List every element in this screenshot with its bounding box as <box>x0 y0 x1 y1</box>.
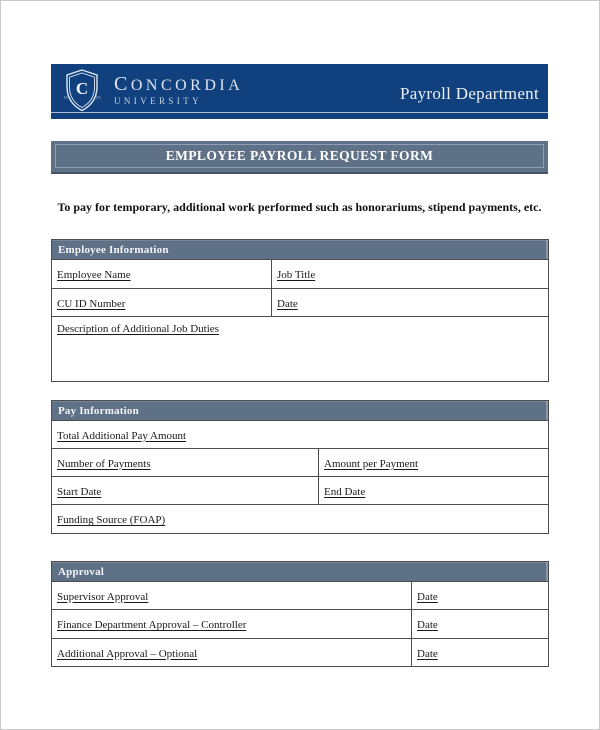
finance-approval-date-cell[interactable] <box>412 610 549 639</box>
finance-approval-date-label: Date <box>417 619 438 631</box>
supervisor-approval-label: Supervisor Approval <box>57 590 149 603</box>
supervisor-approval-date-cell[interactable] <box>412 582 549 610</box>
pay-information-section-header: Pay Information <box>52 401 549 421</box>
finance-approval-cell[interactable] <box>52 610 412 639</box>
number-of-payments-cell[interactable] <box>52 449 319 477</box>
start-date-label: Start Date <box>57 485 102 498</box>
institution-subname: UNIVERSITY <box>114 96 202 106</box>
university-shield-icon <box>63 68 101 114</box>
university-header <box>51 64 548 119</box>
employee-name-label: Employee Name <box>57 269 131 281</box>
job-duties-description-label: Description of Additional Job Duties <box>57 323 219 335</box>
supervisor-approval-cell[interactable] <box>52 582 412 610</box>
end-date-label: End Date <box>324 485 366 498</box>
additional-approval-cell[interactable] <box>52 639 412 667</box>
shield-year-left: 19 <box>63 95 68 100</box>
approval-table <box>51 561 549 667</box>
institution-name: CONCORDIA <box>114 73 244 95</box>
job-title-label: Job Title <box>277 269 316 281</box>
number-of-payments-label: Number of Payments <box>57 457 151 470</box>
funding-source-cell[interactable] <box>52 505 549 534</box>
job-duties-description-cell[interactable] <box>52 317 549 382</box>
university-logo <box>63 68 243 114</box>
job-title-cell[interactable] <box>272 260 549 289</box>
additional-approval-label: Additional Approval – Optional <box>57 647 198 660</box>
additional-approval-date-cell[interactable] <box>412 639 549 667</box>
supervisor-approval-date-label: Date <box>417 590 438 603</box>
start-date-cell[interactable] <box>52 477 319 505</box>
end-date-cell[interactable] <box>319 477 549 505</box>
form-instruction: To pay for temporary, additional work performed such as honorariums, stipend payments, etc. <box>57 200 542 214</box>
cu-id-number-cell[interactable] <box>52 289 272 317</box>
shield-year-right: 05 <box>96 95 101 100</box>
employee-date-cell[interactable] <box>272 289 549 317</box>
pay-information-table <box>51 400 549 534</box>
form-title-bar <box>51 141 548 174</box>
amount-per-payment-cell[interactable] <box>319 449 549 477</box>
form-title-inner-frame <box>55 144 544 168</box>
department-name: Payroll Department <box>399 84 539 103</box>
form-title: EMPLOYEE PAYROLL REQUEST FORM <box>165 148 434 163</box>
university-wordmark <box>114 73 244 106</box>
additional-approval-date-label: Date <box>417 647 438 660</box>
employee-information-section-header: Employee Information <box>52 240 549 260</box>
shield-monogram: C <box>75 79 89 98</box>
header-rule <box>51 112 548 113</box>
funding-source-label: Funding Source (FOAP) <box>57 514 166 526</box>
cu-id-number-label: CU ID Number <box>57 297 126 310</box>
finance-approval-label: Finance Department Approval – Controller <box>57 619 247 631</box>
approval-section-header: Approval <box>52 562 549 582</box>
total-additional-pay-label: Total Additional Pay Amount <box>57 429 187 442</box>
employee-name-cell[interactable] <box>52 260 272 289</box>
total-additional-pay-cell[interactable] <box>52 421 549 449</box>
employee-date-label: Date <box>277 297 298 310</box>
employee-information-table <box>51 239 549 382</box>
amount-per-payment-label: Amount per Payment <box>324 457 419 470</box>
